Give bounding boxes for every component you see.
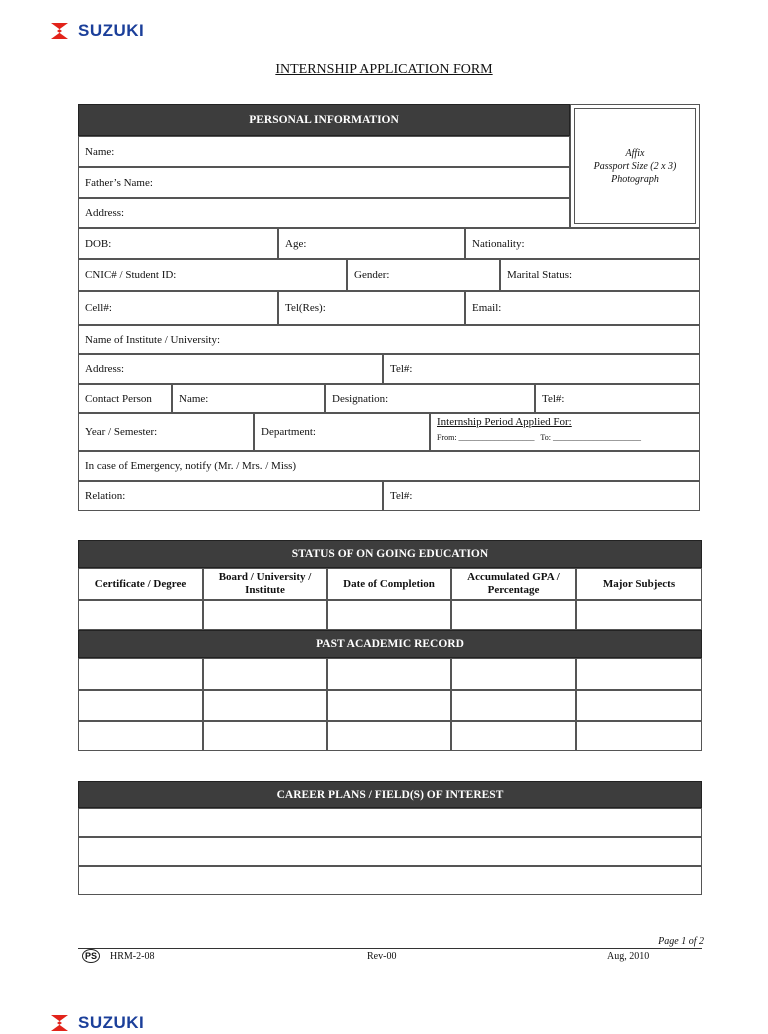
- past-cell[interactable]: [203, 721, 327, 751]
- ongoing-cell[interactable]: [576, 600, 702, 630]
- relation-tel-field[interactable]: Tel#:: [383, 481, 700, 511]
- brand-name: SUZUKI: [78, 21, 145, 40]
- past-cell[interactable]: [203, 690, 327, 721]
- past-cell[interactable]: [203, 658, 327, 690]
- age-field[interactable]: Age:: [278, 228, 465, 259]
- internship-period-label: Internship Period Applied For:: [437, 416, 572, 428]
- contact-tel-field[interactable]: Tel#:: [535, 384, 700, 413]
- col-completion: Date of Completion: [327, 568, 451, 600]
- fathers-name-field[interactable]: Father’s Name:: [78, 167, 570, 198]
- address-field[interactable]: Address:: [78, 198, 570, 228]
- ongoing-cell[interactable]: [327, 600, 451, 630]
- period-to-field[interactable]: To: ______________________: [540, 433, 641, 442]
- page-number: Page 1 of 2: [658, 936, 704, 947]
- past-cell[interactable]: [576, 658, 702, 690]
- form-title: INTERNSHIP APPLICATION FORM: [275, 62, 493, 77]
- past-cell[interactable]: [327, 658, 451, 690]
- revision: Rev-00: [367, 951, 397, 962]
- institute-field[interactable]: Name of Institute / University:: [78, 325, 700, 354]
- past-cell[interactable]: [576, 721, 702, 751]
- personal-info-header: PERSONAL INFORMATION: [78, 104, 570, 136]
- emergency-label: In case of Emergency, notify (Mr. / Mrs. / Miss): [78, 451, 700, 481]
- gender-field[interactable]: Gender:: [347, 259, 500, 291]
- email-field[interactable]: Email:: [465, 291, 700, 325]
- past-cell[interactable]: [451, 721, 576, 751]
- department-field[interactable]: Department:: [254, 413, 430, 451]
- internship-period-field[interactable]: [430, 413, 700, 451]
- past-cell[interactable]: [451, 658, 576, 690]
- form-code: HRM-2-08: [110, 951, 155, 962]
- institute-tel-field[interactable]: Tel#:: [383, 354, 700, 384]
- suzuki-s-icon: [48, 1012, 74, 1034]
- photo-size: Passport Size (2 x 3): [593, 160, 677, 172]
- past-cell[interactable]: [451, 690, 576, 721]
- past-cell[interactable]: [78, 721, 203, 751]
- contact-designation-field[interactable]: Designation:: [325, 384, 535, 413]
- tel-res-field[interactable]: Tel(Res):: [278, 291, 465, 325]
- col-certificate: Certificate / Degree: [78, 568, 203, 600]
- name-field[interactable]: Name:: [78, 136, 570, 167]
- past-cell[interactable]: [327, 721, 451, 751]
- contact-name-field[interactable]: Name:: [172, 384, 325, 413]
- footer-divider: [78, 948, 702, 949]
- past-academic-header: PAST ACADEMIC RECORD: [78, 630, 702, 658]
- photo-label: Photograph: [611, 173, 659, 185]
- ongoing-cell[interactable]: [451, 600, 576, 630]
- suzuki-logo-bottom: [48, 1012, 144, 1034]
- period-from-field[interactable]: From: ___________________: [437, 433, 535, 442]
- col-gpa: Accumulated GPA / Percentage: [451, 568, 576, 600]
- nationality-field[interactable]: Nationality:: [465, 228, 700, 259]
- career-line[interactable]: [78, 837, 702, 866]
- dob-field[interactable]: DOB:: [78, 228, 278, 259]
- past-cell[interactable]: [576, 690, 702, 721]
- suzuki-s-icon: [48, 20, 74, 42]
- brand-name-bottom: SUZUKI: [78, 1013, 145, 1032]
- cnic-field[interactable]: CNIC# / Student ID:: [78, 259, 347, 291]
- ongoing-cell[interactable]: [78, 600, 203, 630]
- col-subjects: Major Subjects: [576, 568, 702, 600]
- marital-status-field[interactable]: Marital Status:: [500, 259, 700, 291]
- past-cell[interactable]: [78, 690, 203, 721]
- career-line[interactable]: [78, 866, 702, 895]
- past-cell[interactable]: [78, 658, 203, 690]
- relation-field[interactable]: Relation:: [78, 481, 383, 511]
- form-date: Aug, 2010: [607, 951, 650, 962]
- photo-affix: Affix: [625, 147, 645, 159]
- photo-box: [570, 104, 700, 228]
- institute-address-field[interactable]: Address:: [78, 354, 383, 384]
- contact-person-label: Contact Person: [78, 384, 172, 413]
- past-cell[interactable]: [327, 690, 451, 721]
- suzuki-logo: [48, 20, 144, 42]
- year-semester-field[interactable]: Year / Semester:: [78, 413, 254, 451]
- ps-mark-icon: PS: [82, 949, 100, 963]
- career-header: CAREER PLANS / FIELD(S) OF INTEREST: [78, 781, 702, 808]
- career-line[interactable]: [78, 808, 702, 837]
- education-header: STATUS OF ON GOING EDUCATION: [78, 540, 702, 568]
- col-board: Board / University / Institute: [203, 568, 327, 600]
- ongoing-cell[interactable]: [203, 600, 327, 630]
- cell-field[interactable]: Cell#:: [78, 291, 278, 325]
